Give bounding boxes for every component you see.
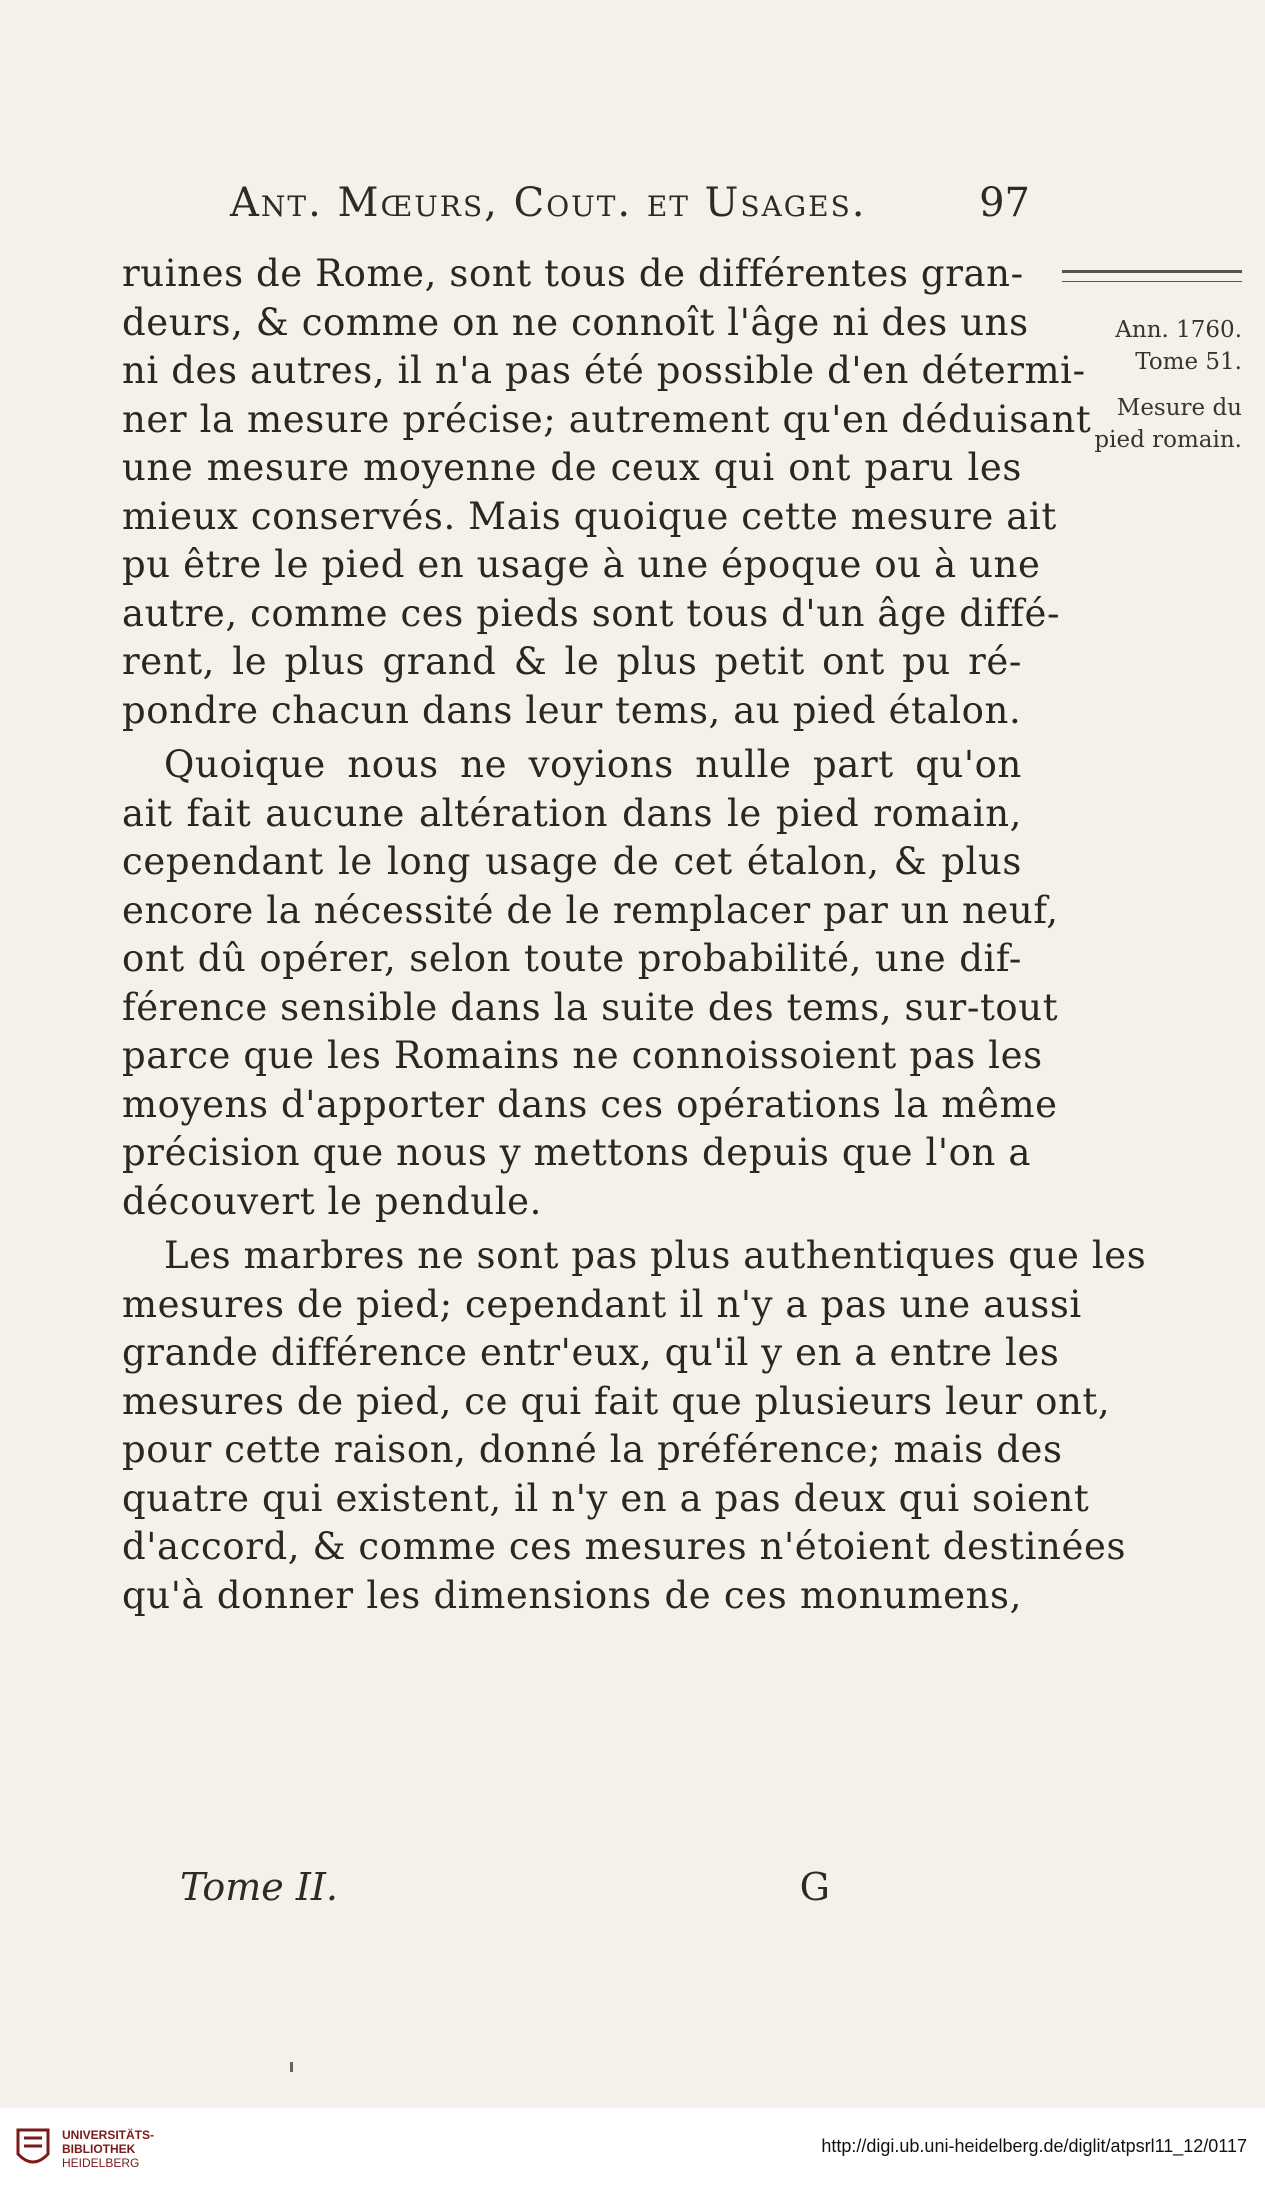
library-name (62, 2128, 154, 2170)
margin-note-subject-cont: pied romain. (1094, 427, 1242, 453)
library-footer-bar (0, 2108, 1265, 2193)
text-line: deurs, & comme on ne connoît l'âge ni des uns (122, 300, 1029, 344)
text-line: ruines de Rome, sont tous de différentes gran- (122, 252, 1024, 295)
stray-ink-mark (290, 2062, 293, 2072)
text-line: pour cette raison, donné la préférence; mais des (122, 1428, 1063, 1471)
text-line: pu être le pied en usage à une époque ou à une (122, 543, 1041, 586)
library-name-line: BIBLIOTHEK (62, 2142, 136, 2156)
signature-mark: G (799, 1865, 830, 1909)
library-seal-icon (12, 2124, 54, 2172)
text-line: une mesure moyenne de ceux qui ont paru les (122, 446, 1022, 489)
text-line: ni des autres, il n'a pas été possible d'en détermi- (122, 349, 1086, 392)
text-line: pondre chacun dans leur tems, au pied étalon. (122, 688, 1022, 732)
text-line: quatre qui existent, il n'y en a pas deux qui soient (122, 1476, 1090, 1520)
text-line: Quoique nous ne voyions nulle part qu'on (164, 743, 1022, 786)
volume-label: Tome II. (180, 1865, 338, 1909)
margin-note-tome: Tome 51. (1135, 349, 1242, 375)
library-logo[interactable] (12, 2120, 172, 2180)
margin-note-subject: Mesure du (1116, 395, 1242, 421)
text-line: grande différence entr'eux, qu'il y en a entre les (122, 1331, 1060, 1374)
text-line: mesures de pied; cependant il n'y a pas une aussi (122, 1282, 1082, 1326)
main-text (122, 250, 1147, 1620)
permalink-url[interactable]: http://digi.ub.uni-heidelberg.de/diglit/atpsrl11_12/0117 (821, 2136, 1247, 2156)
margin-note-year: Ann. 1760. (1115, 317, 1242, 343)
library-name-line: UNIVERSITÄTS- (62, 2128, 155, 2142)
text-line: encore la nécessité de le remplacer par un neuf, (122, 888, 1059, 932)
text-line: qu'à donner les dimensions de ces monumens, (122, 1573, 1022, 1617)
text-line: autre, comme ces pieds sont tous d'un âge diffé- (122, 591, 1061, 635)
text-line: mesures de pied, ce qui fait que plusieurs leur ont, (122, 1379, 1111, 1423)
text-line: Les marbres ne sont pas plus authentiques que les (164, 1234, 1147, 1277)
text-line: ait fait aucune altération dans le pied romain, (122, 791, 1022, 835)
page-header (230, 180, 1030, 250)
text-line: rent, le plus grand & le plus petit ont pu ré- (122, 640, 1022, 683)
text-line: parce que les Romains ne connoissoient pas les (122, 1034, 1043, 1077)
running-title: Ant. Mœurs, Cout. et Usages. (230, 180, 867, 226)
page-number: 97 (979, 180, 1030, 226)
page-footer (180, 1865, 830, 1925)
text-line: ner la mesure précise; autrement qu'en déduisant (122, 397, 1092, 441)
text-line: mieux conservés. Mais quoique cette mesure ait (122, 494, 1057, 538)
margin-notes (1052, 270, 1242, 456)
text-line: découvert le pendule. (122, 1179, 543, 1223)
text-line: d'accord, & comme ces mesures n'étoient destinées (122, 1525, 1127, 1568)
text-line: ont dû opérer, selon toute probabilité, une dif- (122, 937, 1022, 980)
text-line: cependant le long usage de cet étalon, & plus (122, 840, 1022, 883)
text-line: moyens d'apporter dans ces opérations la même (122, 1082, 1058, 1126)
library-name-line: HEIDELBERG (62, 2156, 140, 2170)
margin-rule (1062, 270, 1242, 282)
text-line: férence sensible dans la suite des tems, sur-tout (122, 985, 1059, 1029)
text-line: précision que nous y mettons depuis que l'on a (122, 1131, 1031, 1174)
